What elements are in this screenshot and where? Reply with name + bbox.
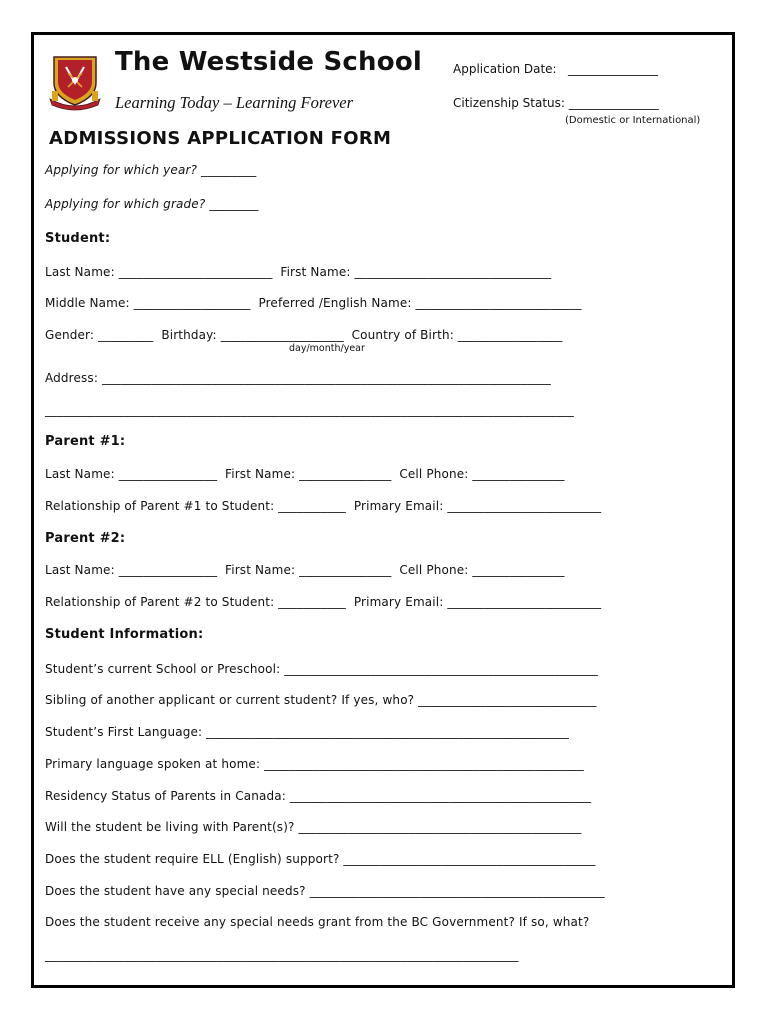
parent1-name-phone-fields[interactable]: Last Name: ________________ First Name: _______________ Cell Phone: _______________: [45, 467, 565, 481]
student-information-heading: Student Information:: [45, 627, 204, 642]
parent1-heading: Parent #1:: [45, 434, 126, 449]
applying-year-field[interactable]: Applying for which year? _________: [45, 163, 257, 177]
special-needs-grant-field[interactable]: _____________________________________________________________________________: [45, 948, 519, 962]
student-middle-preferred-fields[interactable]: Middle Name: ___________________ Preferred /English Name: ___________________________: [45, 296, 582, 310]
school-name: The Westside School: [115, 47, 422, 77]
application-date-field[interactable]: Application Date: _______________: [453, 62, 659, 76]
student-name-fields[interactable]: Last Name: _________________________ First Name: ________________________________: [45, 265, 552, 279]
applying-grade-field[interactable]: Applying for which grade? ________: [45, 197, 259, 211]
student-address-line-2[interactable]: ______________________________________________________________________________________: [45, 403, 574, 417]
parent2-relationship-email-fields[interactable]: Relationship of Parent #2 to Student: ___________ Primary Email: _________________________: [45, 595, 602, 609]
ell-support-field[interactable]: Does the student require ELL (English) support? _________________________________________: [45, 852, 596, 866]
form-title: ADMISSIONS APPLICATION FORM: [49, 128, 392, 149]
parent2-heading: Parent #2:: [45, 531, 126, 546]
living-with-parents-field[interactable]: Will the student be living with Parent(s)? ______________________________________________: [45, 820, 582, 834]
sibling-field[interactable]: Sibling of another applicant or current student? If yes, who? _____________________________: [45, 693, 597, 707]
school-tagline: Learning Today – Learning Forever: [115, 93, 354, 112]
current-school-field[interactable]: Student’s current School or Preschool: ___________________________________________________: [45, 662, 598, 676]
birthday-format-hint: day/month/year: [289, 343, 365, 354]
parent1-relationship-email-fields[interactable]: Relationship of Parent #1 to Student: ___________ Primary Email: _________________________: [45, 499, 602, 513]
student-gender-birthday-country-fields[interactable]: Gender: _________ Birthday: ____________________ Country of Birth: _________________: [45, 328, 563, 342]
residency-status-field[interactable]: Residency Status of Parents in Canada: _________________________________________________: [45, 789, 592, 803]
student-address-field[interactable]: Address: _________________________________________________________________________: [45, 371, 551, 385]
citizenship-note: (Domestic or International): [565, 115, 701, 126]
parent2-name-phone-fields[interactable]: Last Name: ________________ First Name: _______________ Cell Phone: _______________: [45, 563, 565, 577]
home-language-field[interactable]: Primary language spoken at home: ____________________________________________________: [45, 757, 584, 771]
first-language-field[interactable]: Student’s First Language: ___________________________________________________________: [45, 725, 570, 739]
special-needs-field[interactable]: Does the student have any special needs? ________________________________________________: [45, 884, 605, 898]
special-needs-grant-question: Does the student receive any special needs grant from the BC Government? If so, what?: [45, 915, 590, 929]
school-crest-logo: [48, 53, 102, 111]
citizenship-status-field[interactable]: Citizenship Status: _______________: [453, 96, 659, 110]
student-heading: Student:: [45, 231, 111, 246]
